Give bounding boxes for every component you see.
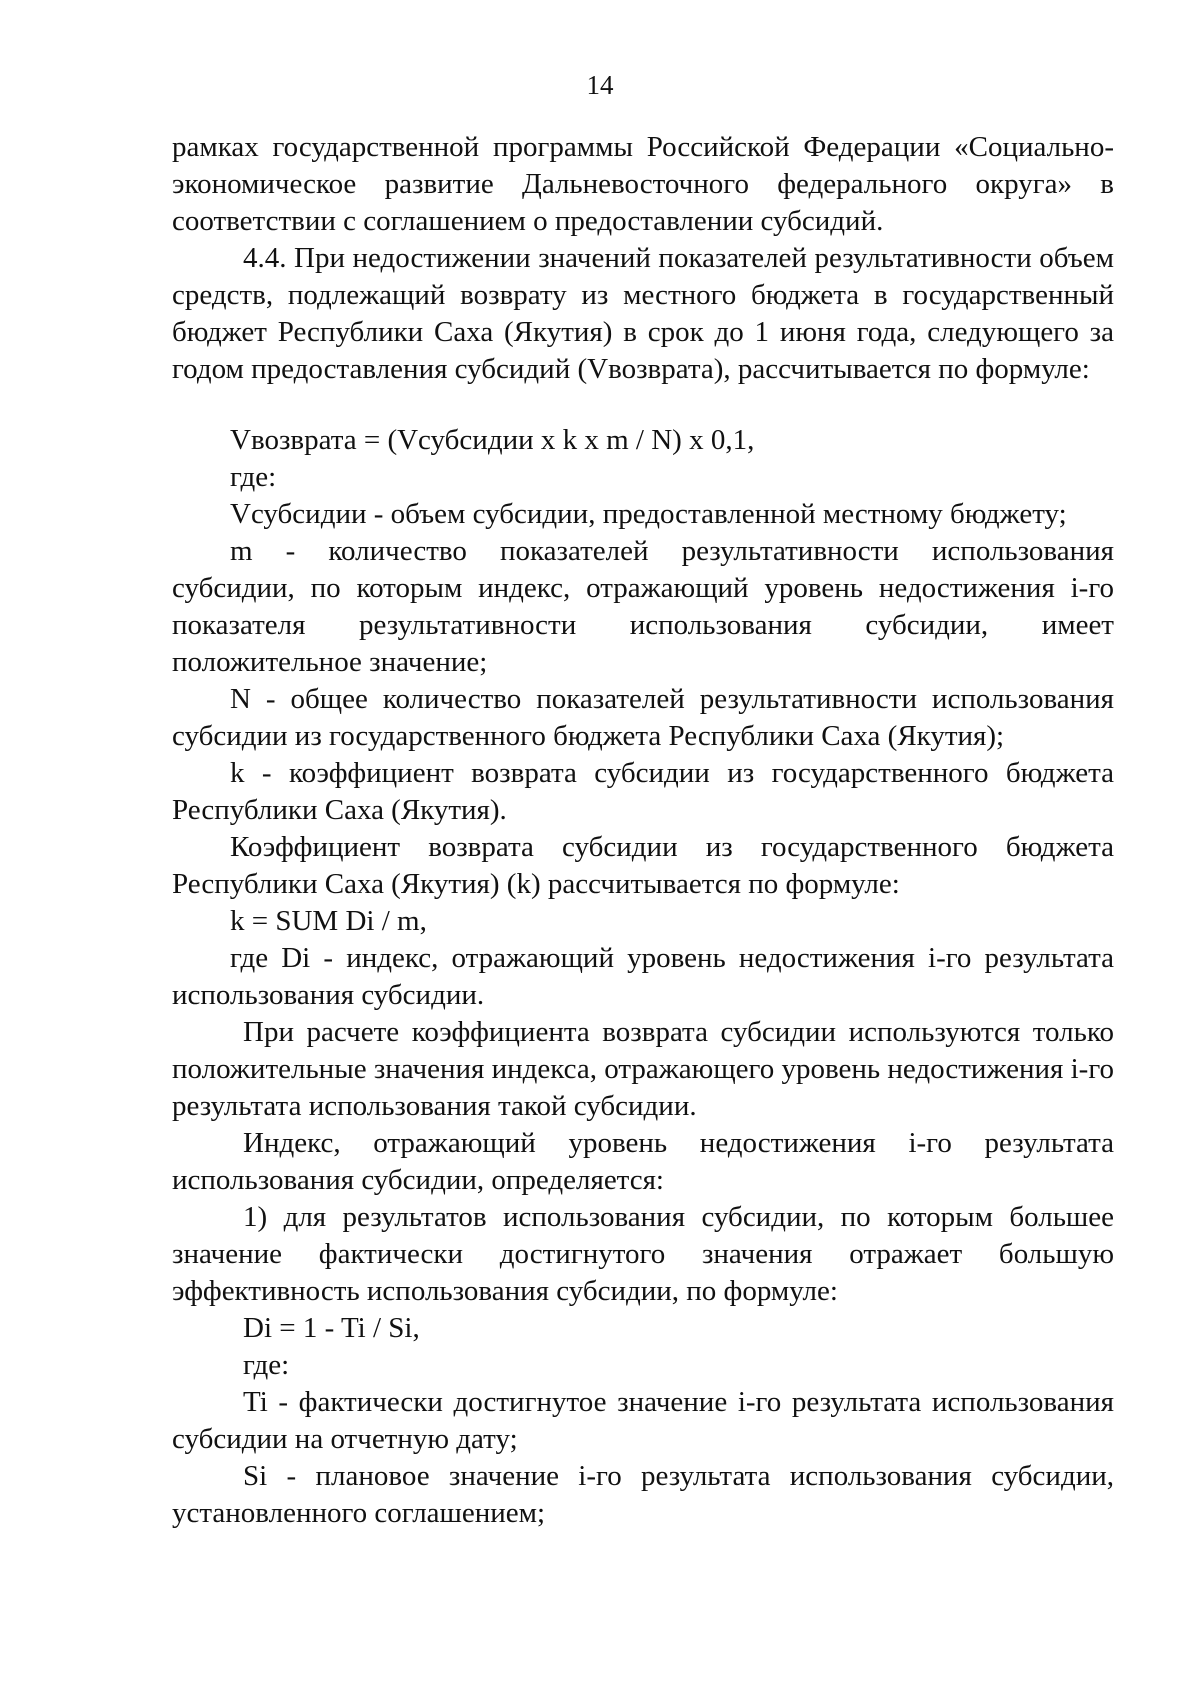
formula-return-volume: Vвозврата = (Vсубсидии x k x m / N) x 0,1, (230, 424, 755, 456)
definition-m: m - количество показателей результативности использования субсидии, по которым индекс, отражающий уровень недостижения i-го показателя результативности использования субсидии, имеет положительное значение; (172, 535, 1114, 678)
paragraph-positive-values: При расчете коэффициента возврата субсидии используются только положительные значения индекса, отражающего уровень недостижения i-го результата использования такой субсидии. (172, 1016, 1114, 1122)
spacer (172, 388, 1114, 422)
definition-n: N - общее количество показателей результативности использования субсидии из государственного бюджета Республики Саха (Якутия); (172, 683, 1114, 752)
list-item-1: 1) для результатов использования субсидии, по которым большее значение фактически достигнутого значения отражает большую эффективность использования субсидии, по формуле: (172, 1201, 1114, 1307)
formula-coefficient: k = SUM Di / m, (230, 905, 427, 937)
formula-di: Di = 1 - Ti / Si, (243, 1312, 420, 1344)
definition-di: где Di - индекс, отражающий уровень недостижения i-го результата использования субсидии. (172, 942, 1114, 1011)
paragraph-coefficient: Коэффициент возврата субсидии из государственного бюджета Республики Саха (Якутия) (k) рассчитывается по формуле: (172, 831, 1114, 900)
document-body (172, 129, 1114, 1532)
definition-ti: Ti - фактически достигнутое значение i-го результата использования субсидии на отчетную дату; (172, 1386, 1114, 1455)
page-number: 14 (586, 70, 614, 100)
definition-si: Si - плановое значение i-го результата использования субсидии, установленного соглашением; (172, 1460, 1114, 1529)
definition-vsubsidy: Vсубсидии - объем субсидии, предоставленной местному бюджету; (230, 498, 1067, 530)
where-label-2: где: (243, 1349, 290, 1381)
paragraph-program: рамках государственной программы Российской Федерации «Социально-экономическое развитие Дальневосточного федерального округа» в соответствии с соглашением о предоставлении субсидий. (172, 131, 1114, 237)
paragraph-index: Индекс, отражающий уровень недостижения i-го результата использования субсидии, определяется: (172, 1127, 1114, 1196)
where-label: где: (230, 461, 277, 493)
definition-k: k - коэффициент возврата субсидии из государственного бюджета Республики Саха (Якутия). (172, 757, 1114, 826)
paragraph-4-4: 4.4. При недостижении значений показателей результативности объем средств, подлежащий возврату из местного бюджета в государственный бюджет Республики Саха (Якутия) в срок до 1 июня года, следующего за годом предоставления субсидий (Vвозврата), рассчитывается по формуле: (172, 242, 1114, 385)
